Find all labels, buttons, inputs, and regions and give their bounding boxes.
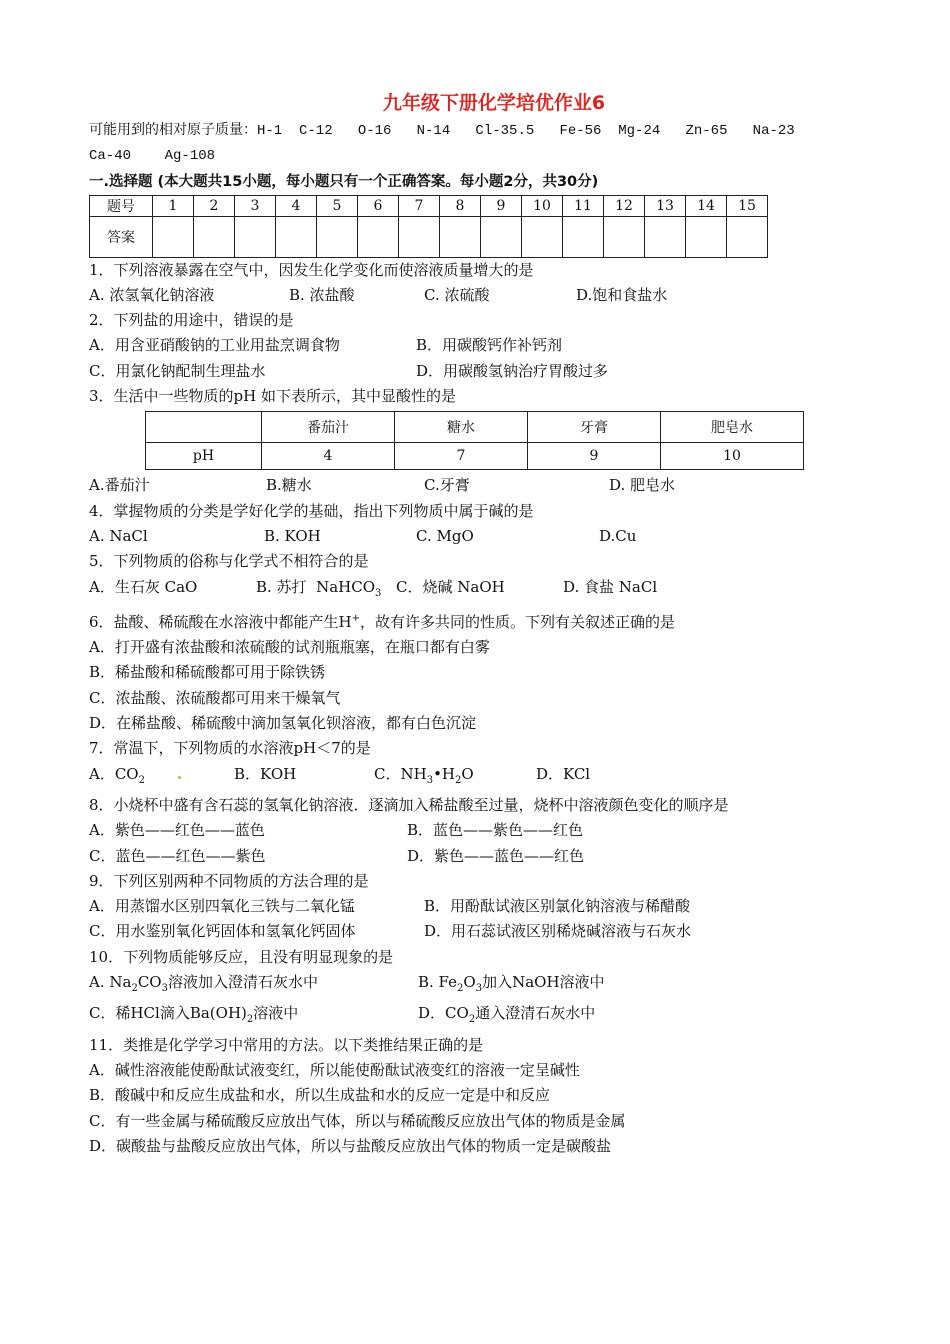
option-d: D．用石蕊试液区别稀烧碱溶液与石灰水	[424, 922, 692, 941]
question-10-stem: 10．下列物质能够反应，且没有明显现象的是	[89, 947, 394, 966]
option-b: B. 浓盐酸	[289, 285, 355, 304]
answer-cell[interactable]	[727, 216, 768, 257]
answer-cell[interactable]	[317, 216, 358, 257]
question-3-options	[89, 473, 869, 498]
option-c: C．蓝色——红色——紫色	[89, 846, 266, 865]
option-c-text-2: •H	[433, 764, 455, 783]
option-b: B．用酚酞试液区别氯化钠溶液与稀醋酸	[424, 897, 691, 916]
option-a-text: A．CO	[89, 764, 139, 783]
answer-cell[interactable]	[686, 216, 727, 257]
option-b: B.糖水	[266, 476, 312, 495]
answer-cell[interactable]	[276, 216, 317, 257]
ph-table	[145, 411, 804, 470]
option-a	[89, 762, 234, 793]
option-b: B．蓝色——紫色——红色	[407, 821, 584, 840]
stray-dot	[178, 776, 181, 779]
subscript: 2	[246, 1014, 254, 1026]
answer-cell[interactable]	[440, 216, 481, 257]
option-b-text-2: O	[463, 973, 476, 992]
option-c: C. MgO	[416, 526, 474, 545]
option-a: A．生石灰 CaO	[89, 577, 198, 596]
subscript: 3	[475, 983, 483, 995]
question-number: 7	[399, 195, 440, 216]
option-d-text-1: D．CO	[418, 1004, 469, 1023]
option-a-text-2: CO	[137, 973, 162, 992]
question-number: 3	[235, 195, 276, 216]
question-number: 8	[440, 195, 481, 216]
question-4-stem: 4．掌握物质的分类是学好化学的基础，指出下列物质中属于碱的是	[89, 501, 534, 520]
answer-cell[interactable]	[358, 216, 399, 257]
subscript: 2	[131, 983, 138, 995]
option-d: D．碳酸盐与盐酸反应放出气体，所以与盐酸反应放出气体的物质一定是碳酸盐	[89, 1136, 612, 1155]
option-d: D．在稀盐酸、稀硫酸中滴加氢氧化钡溶液，都有白色沉淀	[89, 714, 477, 733]
option-b-text: B. 苏打 NaHCO	[256, 577, 376, 596]
question-4-options	[89, 524, 869, 549]
ph-table-header: 糖水	[395, 412, 528, 443]
option-c: C．用氯化钠配制生理盐水	[89, 361, 266, 380]
option-c: C.牙膏	[424, 476, 470, 495]
question-11-stem: 11．类推是化学学习中常用的方法。以下类推结果正确的是	[89, 1035, 484, 1054]
option-d: D．用碳酸氢钠治疗胃酸过多	[416, 361, 609, 380]
question-7-stem: 7．常温下，下列物质的水溶液pH＜7的是	[89, 739, 371, 758]
answer-cell[interactable]	[481, 216, 522, 257]
option-c-text-1: C．稀HCl滴入Ba(OH)	[89, 1004, 247, 1023]
subscript: 2	[138, 774, 145, 786]
question-number: 11	[563, 195, 604, 216]
question-number: 5	[317, 195, 358, 216]
answer-cell[interactable]	[399, 216, 440, 257]
option-b: B．用碳酸钙作补钙剂	[416, 336, 563, 355]
ph-table-header	[146, 412, 262, 443]
option-d: D．紫色——蓝色——红色	[407, 846, 585, 865]
worksheet-page	[89, 88, 869, 1159]
option-b	[256, 575, 396, 606]
question-number: 14	[686, 195, 727, 216]
page-title: 九年级下册化学培优作业6	[382, 92, 606, 114]
subscript: 3	[426, 774, 434, 786]
option-a: A．打开盛有浓盐酸和浓硫酸的试剂瓶瓶塞，在瓶口都有白雾	[89, 638, 490, 657]
question-number: 4	[276, 195, 317, 216]
option-a: A.番茄汁	[89, 476, 150, 495]
question-number: 13	[645, 195, 686, 216]
option-d: D.Cu	[599, 526, 637, 545]
option-d: D. 食盐 NaCl	[563, 577, 658, 596]
option-c: C．烧碱 NaOH	[396, 577, 505, 596]
atomic-mass-line-1: 可能用到的相对原子质量：H-1 C-12 O-16 N-14 Cl-35.5 Fe-56 Mg-24 Zn-65 Na-23	[89, 123, 795, 139]
question-2-stem: 2．下列盐的用途中，错误的是	[89, 311, 294, 330]
section-heading: 一.选择题 (本大题共15小题，每小题只有一个正确答案。每小题2分，共30分)	[89, 173, 599, 190]
option-c: C．用水鉴别氧化钙固体和氢氧化钙固体	[89, 922, 356, 941]
ph-table-header: 肥皂水	[661, 412, 804, 443]
stem-part-2: ，故有许多共同的性质。下列有关叙述正确的是	[360, 612, 676, 631]
ph-table-cell: 9	[528, 443, 661, 470]
question-8-options-row1	[89, 818, 869, 843]
option-d: D．KCl	[536, 764, 591, 783]
answer-cell[interactable]	[153, 216, 194, 257]
option-c	[89, 1001, 418, 1032]
question-number: 6	[358, 195, 399, 216]
ph-table-header: 牙膏	[528, 412, 661, 443]
option-c: C. 浓硫酸	[424, 285, 490, 304]
question-6-stem	[89, 606, 869, 635]
question-9-options-row2	[89, 919, 869, 944]
option-a	[89, 970, 418, 1001]
answer-cell[interactable]	[522, 216, 563, 257]
option-a-text-3: 溶液加入澄清石灰水中	[167, 973, 318, 992]
answer-table	[89, 195, 768, 258]
question-8-options-row2	[89, 844, 869, 869]
option-d: D.饱和食盐水	[576, 285, 668, 304]
answer-cell[interactable]	[645, 216, 686, 257]
subscript: 2	[468, 1014, 476, 1026]
option-c-text-2: 溶液中	[253, 1004, 299, 1023]
question-number: 1	[153, 195, 194, 216]
option-a: A．用含亚硝酸钠的工业用盐烹调食物	[89, 336, 340, 355]
question-number: 15	[727, 195, 768, 216]
question-2-options-row1	[89, 333, 869, 358]
option-a: A．紫色——红色——蓝色	[89, 821, 265, 840]
subscript: 3	[161, 983, 168, 995]
option-c: C．有一些金属与稀硫酸反应放出气体，所以与稀硫酸反应放出气体的物质是金属	[89, 1111, 626, 1130]
ph-table-cell: pH	[146, 443, 262, 470]
option-b: B．稀盐酸和稀硫酸都可用于除铁锈	[89, 663, 326, 682]
answer-cell[interactable]	[235, 216, 276, 257]
stem-part-1: 6．盐酸、稀硫酸在水溶液中都能产生H	[89, 612, 352, 631]
question-1-options	[89, 283, 869, 308]
ph-table-cell: 10	[661, 443, 804, 470]
option-a: A．碱性溶液能使酚酞试液变红，所以能使酚酞试液变红的溶液一定呈碱性	[89, 1060, 580, 1079]
option-b	[418, 970, 605, 1001]
option-d: D. 肥皂水	[609, 476, 676, 495]
question-5-options	[89, 575, 869, 606]
subscript: 2	[457, 983, 464, 995]
question-10-options-row1	[89, 970, 869, 1001]
question-3-stem: 3．生活中一些物质的pH 如下表所示，其中显酸性的是	[89, 387, 456, 406]
option-c-text-1: C．NH	[374, 764, 427, 783]
question-number: 12	[604, 195, 645, 216]
subscript: 3	[375, 587, 382, 599]
subscript: 2	[455, 774, 462, 786]
question-1-stem: 1．下列溶液暴露在空气中，因发生化学变化而使溶液质量增大的是	[89, 260, 534, 279]
option-c-text-3: O	[461, 764, 474, 783]
option-b: B．酸碱中和反应生成盐和水，所以生成盐和水的反应一定是中和反应	[89, 1086, 551, 1105]
option-c	[374, 762, 536, 793]
answer-table-answer-header: 答案	[90, 216, 153, 257]
question-7-options	[89, 762, 869, 793]
option-a: A．用蒸馏水区别四氧化三铁与二氧化锰	[89, 897, 355, 916]
superscript: +	[351, 612, 361, 624]
question-10-options-row2	[89, 1001, 869, 1032]
question-5-stem: 5．下列物质的俗称与化学式不相符合的是	[89, 552, 369, 571]
option-a: A. NaCl	[89, 526, 148, 545]
question-2-options-row2	[89, 359, 869, 384]
option-a-text-1: A. Na	[89, 973, 132, 992]
ph-table-header: 番茄汁	[262, 412, 395, 443]
option-b-text-3: 加入NaOH溶液中	[482, 973, 605, 992]
question-number: 2	[194, 195, 235, 216]
answer-cell[interactable]	[563, 216, 604, 257]
question-number: 10	[522, 195, 563, 216]
option-a: A. 浓氢氧化钠溶液	[89, 285, 215, 304]
ph-table-cell: 4	[262, 443, 395, 470]
option-c: C．浓盐酸、浓硫酸都可用来干燥氧气	[89, 688, 341, 707]
answer-cell[interactable]	[604, 216, 645, 257]
option-d-text-2: 通入澄清石灰水中	[475, 1004, 596, 1023]
ph-table-cell: 7	[395, 443, 528, 470]
option-b-text-1: B. Fe	[418, 973, 458, 992]
question-number: 9	[481, 195, 522, 216]
question-9-options-row1	[89, 894, 869, 919]
answer-cell[interactable]	[194, 216, 235, 257]
atomic-mass-line-2: Ca-40 Ag-108	[89, 148, 216, 165]
option-b: B. KOH	[264, 526, 321, 545]
option-d	[418, 1001, 595, 1032]
question-9-stem: 9．下列区别两种不同物质的方法合理的是	[89, 871, 369, 890]
answer-table-number-header: 题号	[90, 195, 153, 216]
question-8-stem: 8．小烧杯中盛有含石蕊的氢氧化钠溶液．逐滴加入稀盐酸至过量，烧杯中溶液颜色变化的顺序是	[89, 795, 729, 814]
option-b: B．KOH	[234, 764, 297, 783]
